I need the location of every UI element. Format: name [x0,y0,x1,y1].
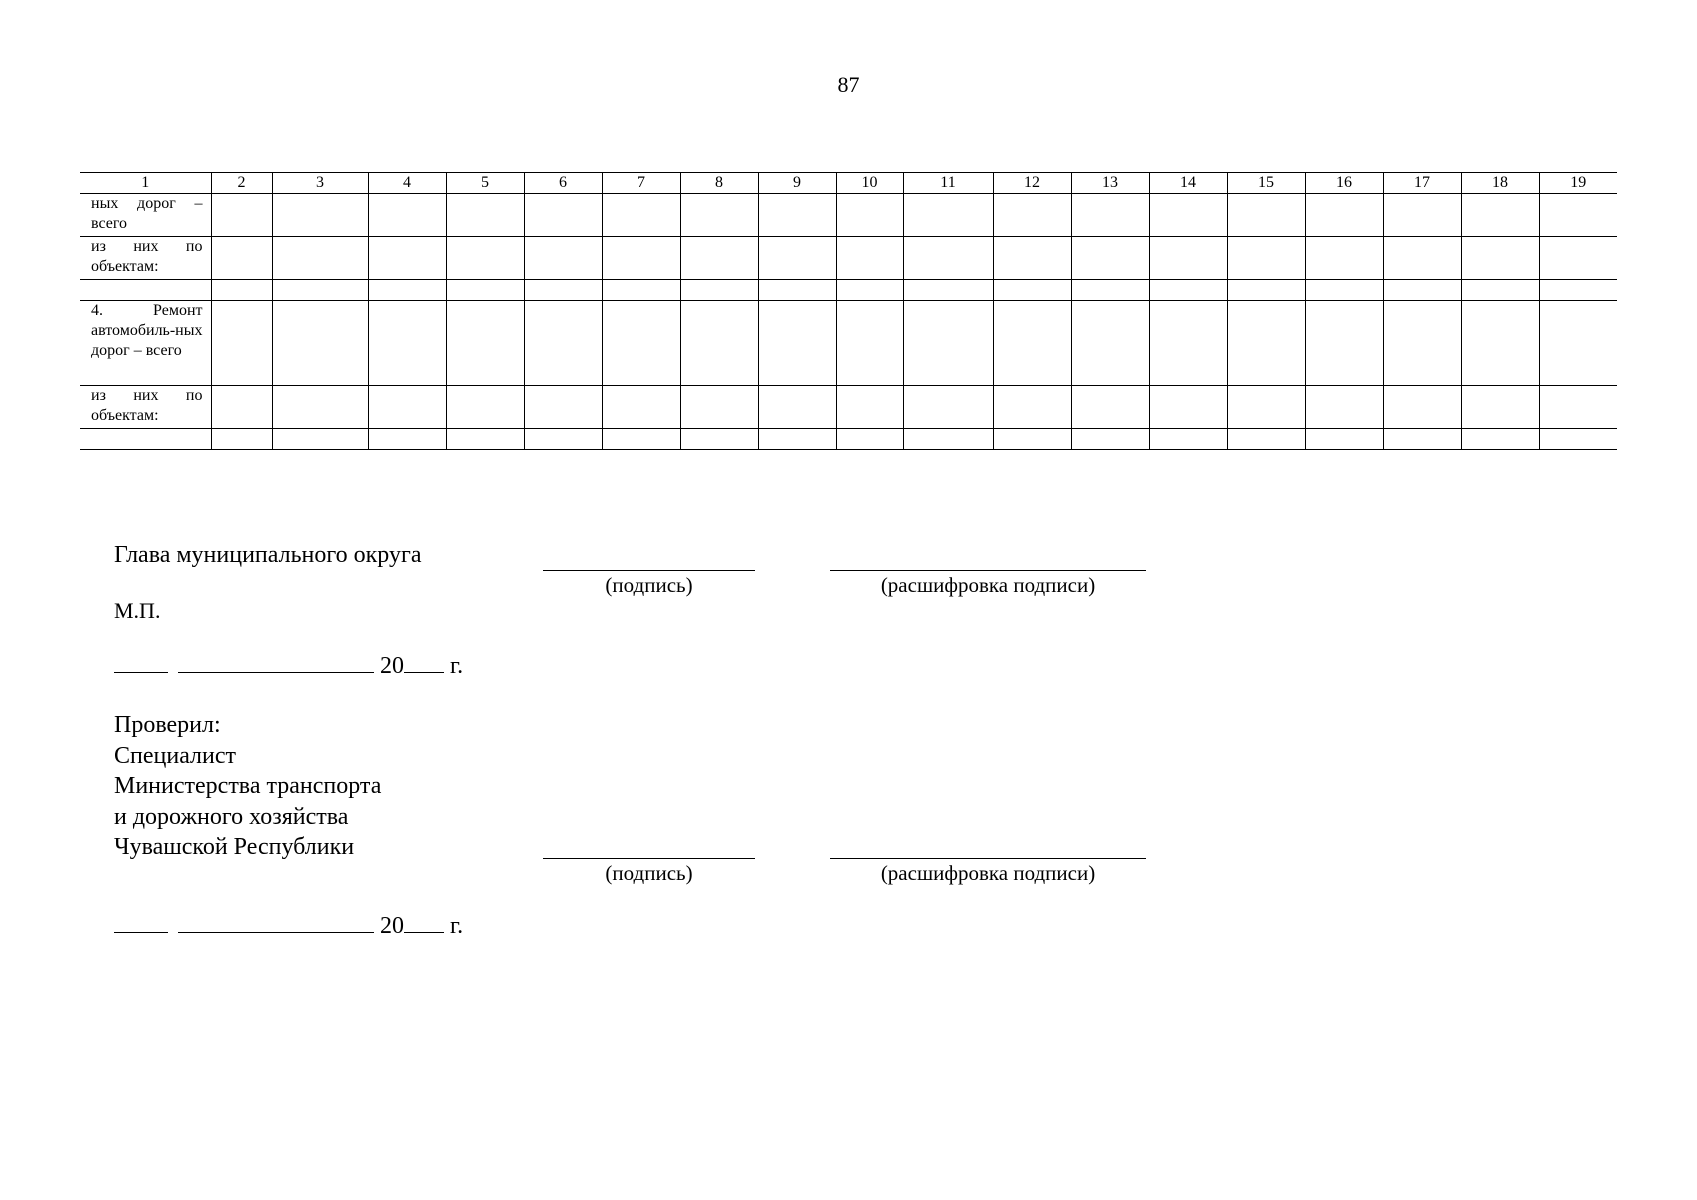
column-number-header: 18 [1461,173,1539,194]
table-cell [1227,237,1305,280]
column-number-header: 13 [1071,173,1149,194]
table-cell [1305,194,1383,237]
table-cell [1149,429,1227,450]
table-cell [1461,429,1539,450]
table-cell [1227,301,1305,386]
table-cell [368,194,446,237]
table-cell [368,237,446,280]
date-year-blank [404,652,444,673]
table-cell [602,194,680,237]
date-day-blank [114,652,168,673]
table-cell [211,280,272,301]
column-number-header: 10 [836,173,903,194]
column-number-header: 4 [368,173,446,194]
table-cell [1071,429,1149,450]
table-cell [680,237,758,280]
table-cell [680,194,758,237]
table-cell [1539,386,1617,429]
column-number-header: 8 [680,173,758,194]
checker-date [114,912,463,940]
column-number-header: 17 [1383,173,1461,194]
table-cell [1071,237,1149,280]
table-row [80,280,1617,301]
checker-decode-line [830,858,1146,859]
table-cell [602,429,680,450]
table-cell [446,280,524,301]
table-cell [211,237,272,280]
head-sign-caption: (подпись) [605,573,693,597]
table-cell [1227,429,1305,450]
checker-decode-caption: (расшифровка подписи) [880,861,1096,885]
table-cell [903,237,993,280]
checker-line: Специалист [114,742,237,769]
table-cell [1383,237,1461,280]
table-cell [1227,386,1305,429]
row-label-cell: 4. Ремонт автомобиль-ных дорог – всего [80,301,211,386]
table-cell [1461,386,1539,429]
table-cell [680,386,758,429]
table-cell [446,386,524,429]
table-cell [1461,280,1539,301]
date-year-prefix: 20 [380,913,404,939]
table-cell [524,194,602,237]
table-cell [1149,237,1227,280]
table-cell [1227,280,1305,301]
checker-line: Проверил: [114,712,221,738]
table-cell [993,429,1071,450]
table-cell [680,429,758,450]
checker-block [114,710,381,863]
checker-sign-line [543,858,755,859]
table-cell [1149,386,1227,429]
table-cell [272,194,368,237]
table-cell [758,237,836,280]
page-number: 87 [837,72,860,97]
table-cell [1305,237,1383,280]
table-cell [211,301,272,386]
column-number-header: 9 [758,173,836,194]
table-cell [1227,194,1305,237]
table-row [80,194,1617,237]
table-cell [1071,194,1149,237]
table-cell [446,194,524,237]
head-decode-caption: (расшифровка подписи) [880,573,1096,597]
head-date [114,652,463,680]
table-cell [758,429,836,450]
date-suffix: г. [450,653,464,679]
table-cell [1461,301,1539,386]
table-cell [836,280,903,301]
table-cell [602,386,680,429]
table-cell [272,301,368,386]
table-cell [524,301,602,386]
checker-line: и дорожного хозяйства [114,803,349,830]
table-cell [272,237,368,280]
table-cell [211,194,272,237]
column-number-header: 14 [1149,173,1227,194]
head-title: Глава муниципального округа [114,542,422,568]
table-cell [836,301,903,386]
stamp-label: М.П. [114,598,161,623]
table-cell [1071,386,1149,429]
table-cell [680,301,758,386]
table-cell [680,280,758,301]
table-cell [1461,237,1539,280]
table-cell [368,280,446,301]
column-number-header: 5 [446,173,524,194]
checker-line: Чувашской Республики [114,834,355,860]
row-label-cell: из них по объектам: [80,237,211,280]
column-number-header: 3 [272,173,368,194]
table-row [80,386,1617,429]
date-month-blank [178,652,374,673]
table-cell [602,301,680,386]
table-cell [1149,280,1227,301]
table-cell [758,386,836,429]
table-cell [1461,194,1539,237]
table-cell [1383,429,1461,450]
date-month-blank [178,912,374,933]
table-cell [446,429,524,450]
table-cell [1539,280,1617,301]
table-cell [211,386,272,429]
column-number-header: 7 [602,173,680,194]
table-header-row [80,173,1617,194]
table-cell [446,301,524,386]
table-cell [1383,301,1461,386]
table-cell [211,429,272,450]
table-cell [1305,280,1383,301]
column-number-header: 16 [1305,173,1383,194]
table-cell [1071,280,1149,301]
table-cell [903,301,993,386]
table-cell [1149,301,1227,386]
column-number-header: 19 [1539,173,1617,194]
table-cell [993,194,1071,237]
table-cell [1071,301,1149,386]
table-cell [836,194,903,237]
table-cell [524,237,602,280]
table-row [80,237,1617,280]
row-label-cell [80,280,211,301]
table-cell [836,237,903,280]
table-cell [993,280,1071,301]
table-cell [836,429,903,450]
column-number-header: 2 [211,173,272,194]
table-cell [758,194,836,237]
table-cell [524,429,602,450]
head-sign-line [543,570,755,571]
table-cell [903,386,993,429]
table-cell [1539,194,1617,237]
table-cell [903,429,993,450]
table-cell [836,386,903,429]
date-suffix: г. [450,913,464,939]
column-number-header: 6 [524,173,602,194]
table-cell [758,301,836,386]
table-cell [1149,194,1227,237]
table-cell [1305,301,1383,386]
table-cell [446,237,524,280]
table-cell [758,280,836,301]
table-cell [993,237,1071,280]
table-cell [368,301,446,386]
table-cell [1539,429,1617,450]
column-number-header: 1 [80,173,211,194]
table-cell [1305,386,1383,429]
date-year-blank [404,912,444,933]
table-cell [1383,280,1461,301]
table-cell [903,280,993,301]
row-label-cell [80,429,211,450]
table-cell [903,194,993,237]
table-cell [602,237,680,280]
report-table [80,172,1617,450]
table-cell [524,386,602,429]
table-cell [1539,301,1617,386]
table-cell [1383,194,1461,237]
table-cell [1305,429,1383,450]
table-cell [602,280,680,301]
column-number-header: 12 [993,173,1071,194]
row-label-cell: из них по объектам: [80,386,211,429]
table-row [80,301,1617,386]
date-year-prefix: 20 [380,653,404,679]
table-row [80,429,1617,450]
table-cell [524,280,602,301]
date-day-blank [114,912,168,933]
column-number-header: 11 [903,173,993,194]
head-decode-line [830,570,1146,571]
table-cell [1539,237,1617,280]
row-label-cell: ных дорог – всего [80,194,211,237]
table-cell [272,386,368,429]
table-cell [1383,386,1461,429]
table-cell [272,280,368,301]
table-cell [993,386,1071,429]
table-cell [368,429,446,450]
table-cell [993,301,1071,386]
table-cell [272,429,368,450]
column-number-header: 15 [1227,173,1305,194]
checker-line: Министерства транспорта [114,773,382,799]
checker-sign-caption: (подпись) [605,861,693,885]
table-cell [368,386,446,429]
